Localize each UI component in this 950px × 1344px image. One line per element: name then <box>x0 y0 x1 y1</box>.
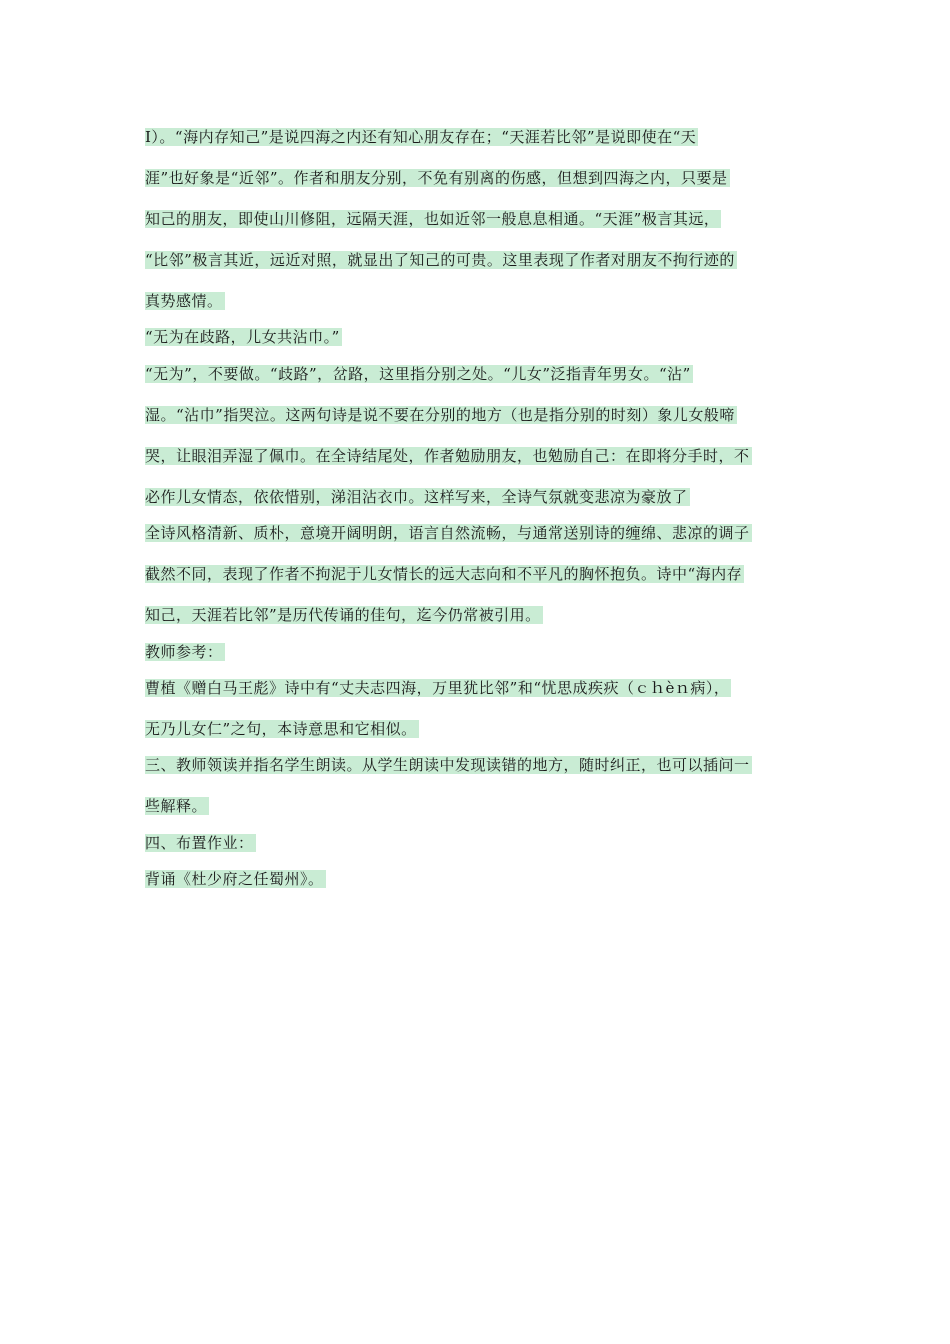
text-line <box>145 487 690 507</box>
text-line <box>145 869 326 889</box>
text-line-content: 三、教师领读并指名学生朗读。从学生朗读中发现读错的地方，随时纠正，也可以插问一 <box>145 756 750 774</box>
text-line <box>145 833 256 853</box>
text-line <box>145 564 744 584</box>
text-line <box>145 796 209 816</box>
text-line-content: 真势感情。 <box>145 292 223 310</box>
text-line-content: “无为在歧路，儿女共沾巾。” <box>145 328 340 346</box>
text-line <box>145 719 419 739</box>
text-line <box>145 327 342 347</box>
text-line-content: I）。“海内存知己”是说四海之内还有知心朋友存在；“天涯若比邻”是说即使在“天 <box>145 128 697 146</box>
text-line <box>145 755 752 775</box>
text-line <box>145 642 225 662</box>
text-line <box>145 250 737 270</box>
text-line <box>145 678 731 698</box>
text-line <box>145 291 225 311</box>
text-line-content: “比邻”极言其近，远近对照，就显出了知己的可贵。这里表现了作者对朋友不拘行迹的 <box>145 251 735 269</box>
text-line-content: “无为”，不要做。“歧路”，岔路，这里指分别之处。“儿女”泛指青年男女。“沾” <box>145 365 691 383</box>
text-line-content: 知己的朋友，即使山川修阻，远隔天涯，也如近邻一般息息相通。“天涯”极言其远， <box>145 210 720 228</box>
text-line-content: 湿。“沾巾”指哭泣。这两句诗是说不要在分别的地方（也是指分别的时刻）象儿女般啼 <box>145 406 735 424</box>
text-line <box>145 127 698 147</box>
text-line-content: 曹植《赠白马王彪》诗中有“丈夫志四海，万里犹比邻”和“忧思成疾疢（ｃｈèｎ病）， <box>145 679 730 697</box>
text-line-content: 哭，让眼泪弄湿了佩巾。在全诗结尾处，作者勉励朋友，也勉励自己：在即将分手时，不 <box>145 447 750 465</box>
text-line-content: 教师参考： <box>145 643 223 661</box>
text-line <box>145 364 693 384</box>
text-line-content: 必作儿女情态，依依惜别，涕泪沾衣巾。这样写来，全诗气氛就变悲凉为豪放了 <box>145 488 688 506</box>
text-line-content: 四、布置作业： <box>145 834 254 852</box>
text-line-content: 截然不同，表现了作者不拘泥于儿女情长的远大志向和不平凡的胸怀抱负。诗中“海内存 <box>145 565 743 583</box>
text-line <box>145 405 737 425</box>
text-line <box>145 209 721 229</box>
text-line-content: 些解释。 <box>145 797 208 815</box>
text-line <box>145 605 543 625</box>
text-line-content: 无乃儿女仁”之句，本诗意思和它相似。 <box>145 720 417 738</box>
text-line-content: 全诗风格清新、质朴，意境开阔明朗，语言自然流畅，与通常送别诗的缠绵、悲凉的调子 <box>145 524 750 542</box>
text-line <box>145 523 752 543</box>
text-line-content: 知己，天涯若比邻”是历代传诵的佳句，迄今仍常被引用。 <box>145 606 541 624</box>
text-line-content: 背诵《杜少府之任蜀州》。 <box>145 870 324 888</box>
text-line <box>145 446 752 466</box>
text-line <box>145 168 730 188</box>
text-line-content: 涯”也好象是“近邻”。作者和朋友分别，不免有别离的伤感，但想到四海之内，只要是 <box>145 169 728 187</box>
